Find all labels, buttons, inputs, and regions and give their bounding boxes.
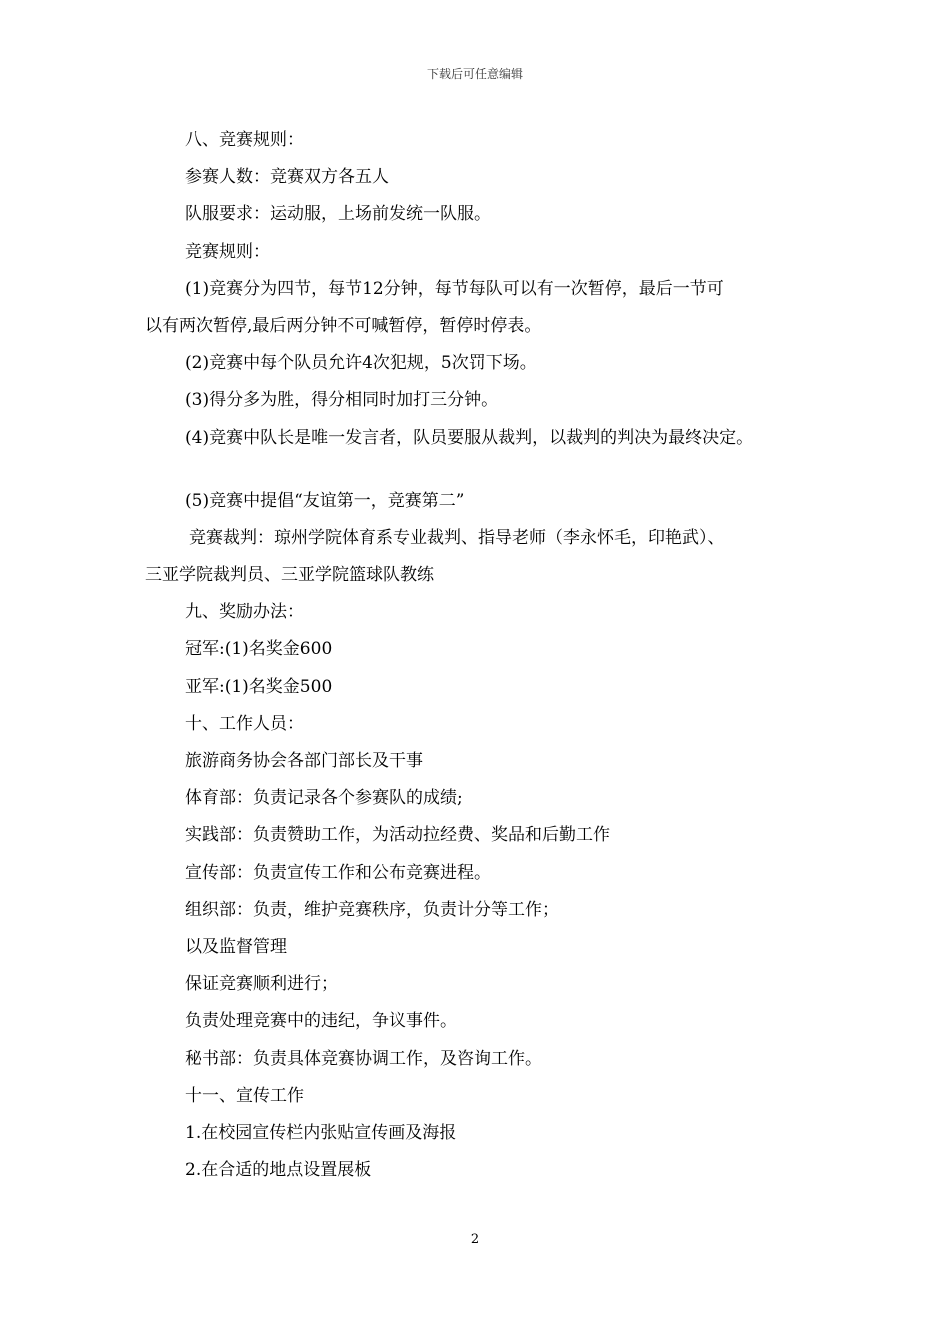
paragraph-gap bbox=[145, 457, 825, 483]
rule-5: (5)竞赛中提倡“友谊第一，竞赛第二” bbox=[185, 490, 465, 511]
staff-intro: 旅游商务协会各部门部长及干事 bbox=[185, 751, 423, 771]
rule-2: (2)竞赛中每个队员允许4次犯规，5次罚下场。 bbox=[185, 353, 537, 374]
rule-3: (3)得分多为胜，得分相同时加打三分钟。 bbox=[185, 390, 499, 411]
practice-dept-line: 实践部：负责赞助工作，为活动拉经费、奖品和后勤工作 bbox=[185, 825, 610, 846]
sports-dept-line: 体育部：负责记录各个参赛队的成绩; bbox=[185, 788, 463, 809]
referees-line-1: 竞赛裁判：琼州学院体育系专业裁判、指导老师（李永怀毛，印艳武）、 bbox=[189, 527, 725, 548]
promo-item-1: 1.在校园宣传栏内张贴宣传画及海报 bbox=[185, 1122, 457, 1143]
promo-item-2: 2.在合适的地点设置展板 bbox=[185, 1160, 372, 1181]
publicity-dept-line: 宣传部：负责宣传工作和公布竞赛进程。 bbox=[185, 862, 491, 883]
runner-up-prize: 亚军:(1)名奖金500 bbox=[185, 676, 333, 697]
supervision-line: 以及监督管理 bbox=[185, 936, 287, 957]
champion-prize: 冠军:(1)名奖金600 bbox=[185, 639, 333, 660]
page-header: 下载后可任意编辑 bbox=[426, 67, 523, 81]
org-dept-line: 组织部：负责，维护竞赛秩序，负责计分等工作； bbox=[185, 899, 559, 920]
section-9-heading: 九、奖励办法： bbox=[185, 602, 304, 623]
uniform-line: 队服要求：运动服，上场前发统一队服。 bbox=[185, 204, 491, 225]
section-8-heading: 八、竞赛规则： bbox=[185, 130, 304, 150]
page-number: 2 bbox=[470, 1232, 480, 1247]
rules-heading: 竞赛规则： bbox=[185, 241, 270, 262]
section-10-heading: 十、工作人员： bbox=[185, 713, 304, 734]
document-body bbox=[145, 122, 825, 1189]
participants-line: 参赛人数：竞赛双方各五人 bbox=[185, 167, 389, 188]
secretary-dept-line: 秘书部：负责具体竞赛协调工作，及咨询工作。 bbox=[185, 1048, 542, 1069]
violations-line: 负责处理竞赛中的违纪，争议事件。 bbox=[185, 1011, 457, 1032]
referees-line-2: 三亚学院裁判员、三亚学院篮球队教练 bbox=[145, 565, 434, 586]
rule-4: (4)竞赛中队长是唯一发言者，队员要服从裁判，以裁判的判决为最终决定。 bbox=[185, 427, 754, 448]
rule-1-line-2: 以有两次暂停,最后两分钟不可喊暂停，暂停时停表。 bbox=[145, 315, 542, 336]
ensure-line: 保证竞赛顺利进行； bbox=[185, 974, 338, 995]
rule-1-line-1: (1)竞赛分为四节，每节12分钟，每节每队可以有一次暂停，最后一节可 bbox=[185, 278, 724, 299]
section-11-heading: 十一、宣传工作 bbox=[185, 1085, 304, 1106]
